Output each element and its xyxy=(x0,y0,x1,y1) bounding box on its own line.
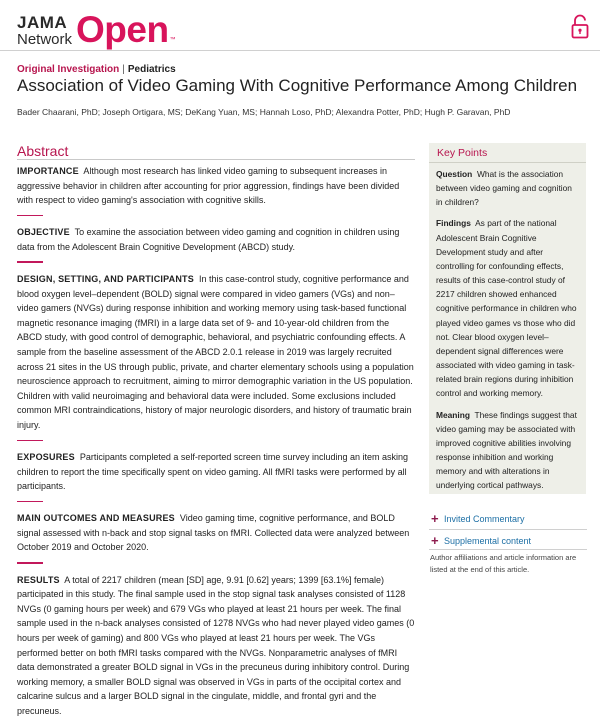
section-text: Although most research has linked video gaming to subsequent increases in aggressive behavior in children after accounting for prior aggression, findings have been divided with respect to video gaming's association with cognitive skills. xyxy=(17,166,400,206)
section-text: In this case-control study, cognitive performance and blood oxygen level–dependent (BOLD) signal were compared in video gamers (VGs) and non–video gamers (NVGs) during response inhibition and working memory using task-based functional magnetic resonance imaging (fMRI) in a large data set of 9- and 10-year-old children from the ABCD study, with good control of demographic, behavioral, and psychiatric confounding effects. A sample from the baseline assessment of the ABCD 2.0.1 release in 2019 was largely recruited across 21 sites in the US through public, private, and charter elementary schools using a population neuroscience approach to recruitment, aiming to mirror demographic variation in the US population. Children with valid neuroimaging and behavioral data were included. Some exclusions included common MRI contraindications, history of major neurologic disorders, and history of traumatic brain injury. xyxy=(17,273,414,430)
section-heading: MAIN OUTCOMES AND MEASURES xyxy=(17,513,175,524)
logo-network-text: Network xyxy=(17,31,73,48)
sidebar-divider xyxy=(429,549,587,550)
section-heading: EXPOSURES xyxy=(17,452,75,462)
section-heading: OBJECTIVE xyxy=(17,227,70,238)
question-text: What is the association between video gaming and cognition in children? xyxy=(436,169,572,208)
abstract-rule xyxy=(17,159,415,160)
key-points-title: Key Points xyxy=(437,147,488,159)
logo-jama-text: JAMA xyxy=(17,13,68,32)
plus-icon: + xyxy=(431,533,439,548)
section-text: Participants completed a self-reported screen time survey including an item asking children to report the time specifically spent on video gaming. All fMRI tasks were performed by all participants. xyxy=(17,452,409,492)
sidebar-divider xyxy=(429,529,587,530)
abstract-section-objective xyxy=(17,225,415,254)
key-points-box xyxy=(429,143,586,494)
author-list: Bader Chaarani, PhD; Joseph Ortigara, MS; DeKang Yuan, MS; Hannah Loso, PhD; Alexandra Potter, PhD; Hugh P. Garavan, PhD xyxy=(17,107,511,117)
section-heading: RESULTS xyxy=(17,574,60,585)
findings-label: Findings xyxy=(436,218,471,229)
key-points-rule xyxy=(429,162,586,163)
abstract-heading: Abstract xyxy=(17,143,69,159)
supplemental-content-label: Supplemental content xyxy=(444,535,532,546)
header-divider xyxy=(0,50,600,51)
section-divider xyxy=(17,215,43,217)
article-type: Original Investigation xyxy=(17,64,120,75)
logo-open-text: Open xyxy=(76,9,169,50)
section-text: A total of 2217 children (mean [SD] age, 9.91 [0.62] years; 1399 [63.1%] female) participated in this study. The final sample used in the stop signal task analyses consisted of 1128 NVGs (0 gaming hours per week) and 679 VGs who played at least 21 hours per week. The final sample used in the n-back analyses consisted of 1278 NVGs who had never played video games (0 hours per week of gaming) and 800 VGs who played at least 21 hours per week. The VGs performed better on both fMRI tasks compared with the NVGs. Nonparametric analyses of fMRI data demonstrated a greater BOLD signal in VGs in the precuneus during inhibitory control. During working memory, a smaller BOLD signal was observed in VGs in parts of the occipital cortex and calcarine sulcus and a larger BOLD signal in the cingulate, middle, and frontal gyri and the precuneus. xyxy=(17,574,415,716)
abstract-section-importance xyxy=(17,164,415,208)
article-title: Association of Video Gaming With Cognitive Performance Among Children xyxy=(17,76,578,95)
section-text: To examine the association between video gaming and cognition in children using data from the Adolescent Brain Cognitive Development (ABCD) study. xyxy=(17,227,400,252)
logo-trademark: ™ xyxy=(169,37,176,43)
abstract-body xyxy=(17,164,415,719)
supplemental-content-link[interactable] xyxy=(431,533,531,548)
findings-text: As part of the national Adolescent Brain Cognitive Development study and after controlling for confounding effects, results of this case-control study of 2217 children showed enhanced cognitive performance in children who played video games vs those who did not. Clear blood oxygen level–dependent signal differences were associated with video gaming in task-related brain regions during inhibition control and working memory. xyxy=(436,218,577,399)
key-points-question xyxy=(436,167,579,209)
key-points-meaning xyxy=(436,408,579,493)
key-points-findings xyxy=(436,216,579,400)
section-divider xyxy=(17,261,43,263)
abstract-section-results xyxy=(17,573,415,719)
section-divider xyxy=(17,501,43,503)
section-heading: IMPORTANCE xyxy=(17,166,79,176)
jama-network-open-logo[interactable] xyxy=(17,10,176,50)
article-kicker xyxy=(17,64,176,75)
plus-icon: + xyxy=(431,511,439,526)
meaning-label: Meaning xyxy=(436,409,470,420)
unlocked-padlock-icon xyxy=(570,14,590,40)
section-divider xyxy=(17,562,43,564)
abstract-section-exposures xyxy=(17,450,415,494)
kicker-separator: | xyxy=(122,64,125,75)
affiliations-note: Author affiliations and article information are listed at the end of this article. xyxy=(430,553,577,574)
question-label: Question xyxy=(436,169,473,179)
abstract-section-design xyxy=(17,272,415,433)
invited-commentary-label: Invited Commentary xyxy=(444,513,525,524)
section-text: Video gaming time, cognitive performance, and BOLD signal assessed with n-back and stop signal tasks on fMRI. Collected data were analyzed between October 2019 and October 2020. xyxy=(17,513,410,553)
article-section: Pediatrics xyxy=(127,64,176,75)
logo-wordmark xyxy=(17,14,72,48)
section-divider xyxy=(17,440,43,442)
invited-commentary-link[interactable] xyxy=(431,511,525,526)
section-heading: DESIGN, SETTING, AND PARTICIPANTS xyxy=(17,273,194,284)
abstract-section-outcomes xyxy=(17,511,415,555)
meaning-text: These findings suggest that video gaming may be associated with improved cognitive abilities involving response inhibition and working memory and with alterations in underlying cortical pathways. xyxy=(436,409,577,491)
